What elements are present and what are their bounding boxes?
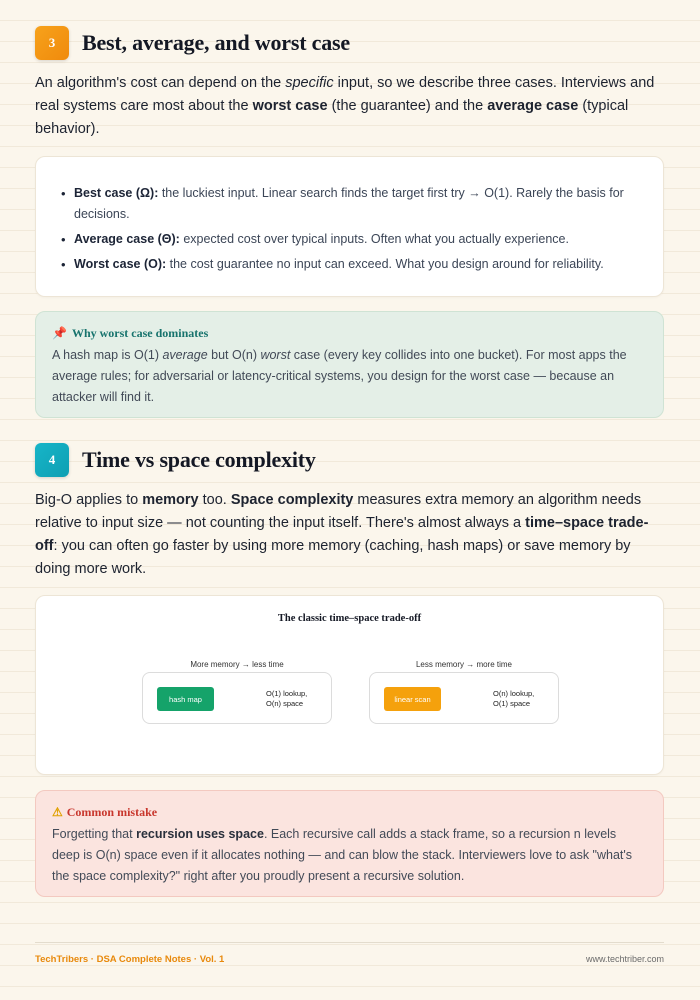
section-4-intro: Big-O applies to memory too. Space complexity measures extra memory an algorithm needs relative to input size — not counting the input itself. There's almost always a time–space trade-off: you can often go faster by using more memory (caching, hash maps) or save memory by doing more work. [35,492,649,577]
section-number-badge: 4 [35,443,69,477]
section-3-header [35,26,350,60]
list-item: • Worst case (O): the cost guarantee no input can exceed. What you design around for reliability. [74,254,639,275]
footer-brand: TechTribers · DSA Complete Notes · Vol. 1 [35,954,225,965]
list-item: • Average case (Θ): expected cost over typical inputs. Often what you actually experience. [74,229,639,250]
cases-card [35,156,664,297]
callout-title: 📌 Why worst case dominates [52,326,209,340]
section-4-header [35,443,316,477]
warning-icon: ⚠ [52,805,63,819]
hash-map-pill: hash map [157,687,214,711]
section-number-badge: 3 [35,26,69,60]
section-title: Best, average, and worst case [82,30,350,55]
section-title: Time vs space complexity [82,447,316,472]
callout-body: Forgetting that recursion uses space. Each recursive call adds a stack frame, so a recursion n levels deep is O(n) space even if it allocates nothing — and can blow the stack. Interviewers love to ask "what's the space complexity?" right after you proudly present a recursive solution. [52,827,633,883]
hash-map-desc: O(1) lookup, O(n) space [266,689,308,708]
callout-body: A hash map is O(1) average but O(n) worst case (every key collides into one bucket). For most apps the average rules; for adversarial or latency-critical systems, you design for the worst case — because an attacker will find it. [52,348,627,404]
why-worst-case-callout [35,311,664,418]
tradeoff-diagram [35,595,664,775]
pushpin-icon: 📌 [52,326,67,340]
common-mistake-callout [35,790,664,897]
list-item: • Best case (Ω): the luckiest input. Linear search finds the target first try → O(1). Rarely the basis for decisions. [74,183,639,225]
hash-map-panel [142,672,332,724]
footer-url[interactable]: www.techtriber.com [585,954,664,964]
diagram-title: The classic time–space trade-off [277,613,422,624]
left-panel-label: More memory → less time [190,660,284,669]
linear-scan-panel [369,672,559,724]
right-panel-label: Less memory → more time [415,660,513,669]
linear-scan-pill: linear scan [384,687,441,711]
page-footer [35,942,664,965]
linear-scan-desc: O(n) lookup, O(1) space [493,689,535,708]
callout-title: ⚠ Common mistake [52,805,158,819]
section-3-intro: An algorithm's cost can depend on the specific input, so we describe three cases. Interviews and real systems care most about the worst case (the guarantee) and the average case (typical behavior). [35,75,655,137]
cases-list [36,157,663,275]
